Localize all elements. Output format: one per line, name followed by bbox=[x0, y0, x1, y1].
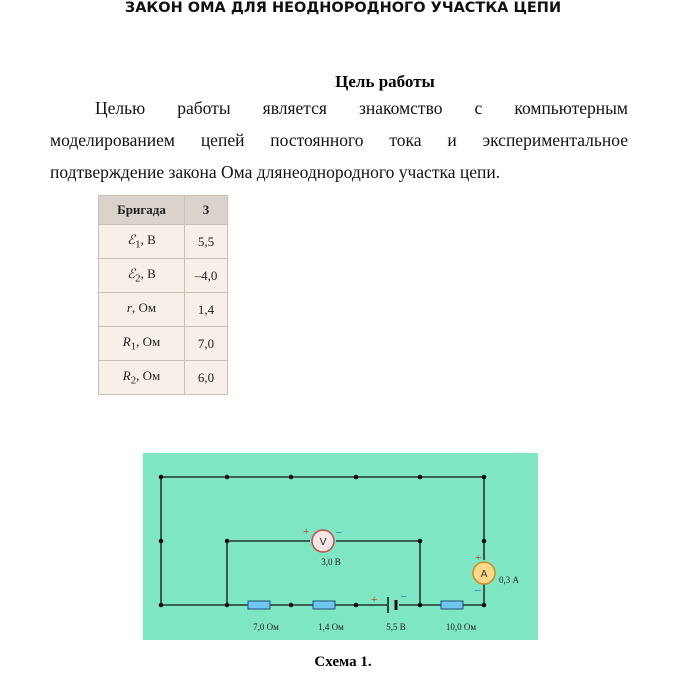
circuit-background bbox=[143, 453, 538, 640]
resistor-2-label: 1,4 Ом bbox=[318, 622, 344, 632]
param-unit: , В bbox=[140, 232, 156, 248]
circuit-diagram bbox=[143, 453, 538, 640]
param-symbol: R bbox=[122, 368, 131, 384]
resistor-1 bbox=[248, 601, 270, 609]
param-name-cell bbox=[99, 225, 185, 259]
figure-caption: Схема 1. bbox=[314, 654, 372, 670]
param-symbol: ℰ bbox=[127, 266, 136, 282]
table-header-cell: Бригада bbox=[99, 196, 185, 225]
paragraph-line: подтверждение закона Ома длянеоднородного участка цепи. bbox=[50, 162, 501, 182]
param-subscript: 2 bbox=[135, 272, 141, 285]
param-value-cell: 5,5 bbox=[185, 225, 228, 259]
param-unit: , Ом bbox=[131, 300, 157, 316]
param-subscript: 1 bbox=[135, 238, 141, 251]
junction-dot bbox=[418, 603, 423, 608]
junction-dot bbox=[418, 539, 423, 544]
voltmeter-symbol: V bbox=[319, 537, 327, 548]
param-unit: , Ом bbox=[136, 334, 161, 350]
resistor-1-label: 7,0 Ом bbox=[253, 622, 279, 632]
param-subscript: 1 bbox=[130, 340, 137, 353]
junction-dot bbox=[159, 475, 164, 480]
junction-dot bbox=[225, 603, 230, 608]
table-row bbox=[99, 259, 228, 293]
ammeter-minus: – bbox=[475, 584, 481, 596]
battery-minus: – bbox=[401, 590, 407, 602]
table-row bbox=[99, 293, 228, 327]
ammeter-reading: 0,3 А bbox=[499, 575, 519, 585]
goal-paragraph bbox=[50, 92, 628, 188]
parameters-table bbox=[98, 195, 228, 395]
param-value-cell: 6,0 bbox=[185, 361, 228, 395]
voltmeter-minus: – bbox=[336, 526, 342, 538]
junction-dot bbox=[225, 475, 230, 480]
junction-dot bbox=[482, 539, 487, 544]
junction-dot bbox=[354, 603, 359, 608]
paragraph-line: Целью работы является знакомство с компьютерным bbox=[95, 98, 628, 118]
paragraph-line: моделированием цепей постоянного тока и экспериментальное bbox=[50, 130, 628, 150]
table-row bbox=[99, 225, 228, 259]
param-value-cell: 1,4 bbox=[185, 293, 228, 327]
param-name-cell bbox=[99, 327, 185, 361]
voltmeter-plus: + bbox=[303, 526, 310, 538]
resistor-3 bbox=[441, 601, 463, 609]
table-row bbox=[99, 361, 228, 395]
param-symbol: ℰ bbox=[127, 232, 136, 248]
param-symbol: r bbox=[126, 300, 132, 316]
table-row bbox=[99, 327, 228, 361]
section-title: Цель работы bbox=[335, 72, 435, 91]
resistor-3-label: 10,0 Ом bbox=[445, 622, 477, 632]
param-name-cell bbox=[99, 293, 185, 327]
param-symbol: R bbox=[122, 334, 131, 350]
junction-dot bbox=[289, 475, 294, 480]
junction-dot bbox=[159, 539, 164, 544]
junction-dot bbox=[289, 603, 294, 608]
resistor-2 bbox=[313, 601, 335, 609]
param-name-cell bbox=[99, 361, 185, 395]
junction-dot bbox=[159, 603, 164, 608]
voltmeter-reading: 3,0 В bbox=[321, 557, 341, 567]
junction-dot bbox=[354, 475, 359, 480]
junction-dot bbox=[418, 475, 423, 480]
param-subscript: 2 bbox=[130, 374, 137, 387]
battery-label: 5,5 В bbox=[386, 622, 406, 632]
table-header-row bbox=[99, 196, 228, 225]
param-name-cell bbox=[99, 259, 185, 293]
junction-dot bbox=[482, 603, 487, 608]
junction-dot bbox=[225, 539, 230, 544]
page-title: ЗАКОН ОМА ДЛЯ НЕОДНОРОДНОГО УЧАСТКА ЦЕПИ bbox=[124, 0, 562, 16]
param-unit: , В bbox=[140, 266, 156, 282]
battery-plus: + bbox=[371, 594, 378, 606]
param-unit: , Ом bbox=[136, 368, 161, 384]
ammeter-symbol: A bbox=[480, 569, 488, 580]
param-value-cell: 7,0 bbox=[185, 327, 228, 361]
param-value-cell: –4,0 bbox=[185, 259, 228, 293]
ammeter-plus: + bbox=[475, 552, 482, 564]
junction-dot bbox=[482, 475, 487, 480]
table-header-cell: 3 bbox=[185, 196, 228, 225]
